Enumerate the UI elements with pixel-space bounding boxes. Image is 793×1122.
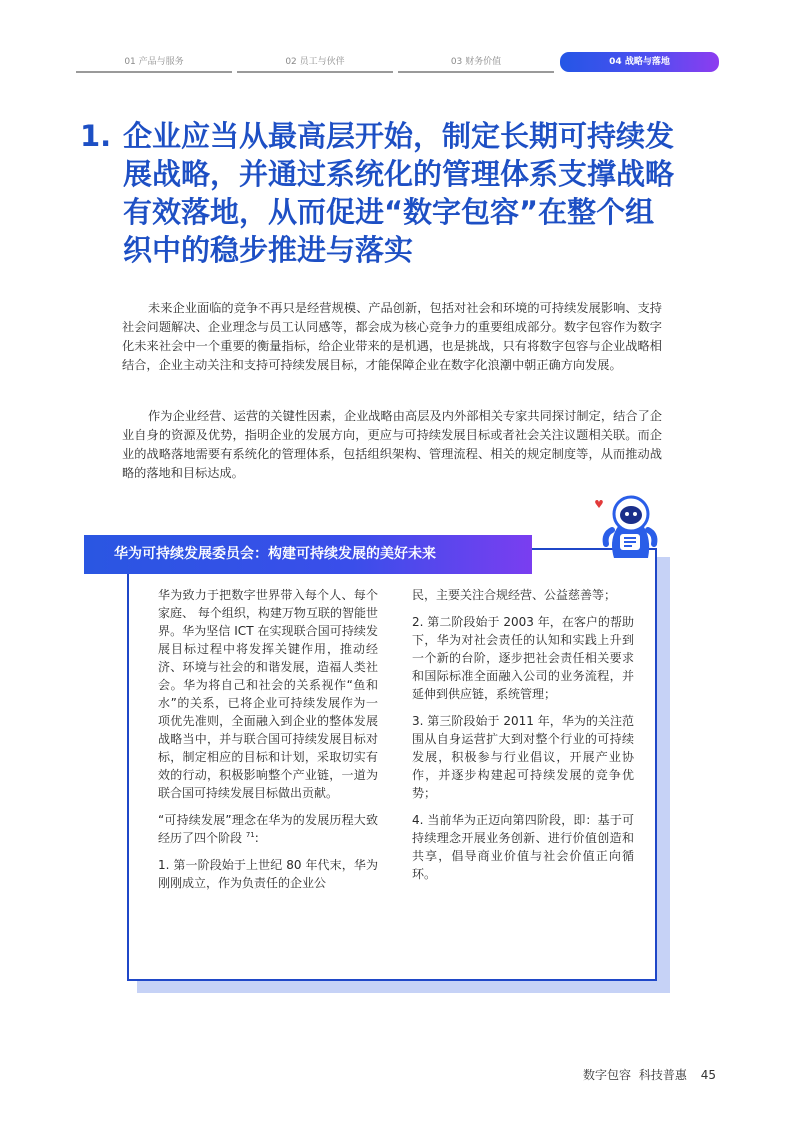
case-box-title: 华为可持续发展委员会：构建可持续发展的美好未来 [84, 535, 532, 574]
footer-title-2: 科技普惠 [638, 1068, 687, 1082]
body-paragraph-2: 作为企业经营、运营的关键性因素，企业战略由高层及内外部相关专家共同探讨制定，结合了企业自身的资源及优势，指明企业的发展方向，更应与可持续发展目标或者社会关注议题相关联。而企业的战略落地需要有系统化的管理体系，包括组织架构、管理流程、相关的规定制度等，从而推动战略的落地和目标达成。 [122, 409, 662, 481]
heading-number: 1. [80, 119, 112, 153]
section-heading [80, 117, 680, 269]
case-paragraph-stages: “可持续发展”理念在华为的发展历程大致经历了四个阶段 $^{71}$: [158, 813, 378, 845]
case-stage-1-cont: 民，主要关注合规经营、公益慈善等； [412, 588, 617, 602]
astronaut-mascot-icon [590, 494, 670, 560]
footnote-ref: 71 [245, 831, 255, 839]
page-footer [579, 1066, 716, 1083]
tab-employees-partners[interactable]: 02 员工与伙伴 [237, 53, 393, 73]
case-stage-3: 3. 第三阶段始于 2011 年，华为的关注范围从自身运营扩大到对整个行业的可持续发展，积极参与行业倡议，开展产业协作，并逐步构建起可持续发展的竞争优势； [412, 714, 634, 800]
case-box-left-column [158, 586, 378, 901]
case-stage-2: 2. 第二阶段始于 2003 年，在客户的帮助下，华为对社会责任的认知和实践上升到一个新的台阶，逐步把社会责任相关要求和国际标准全面融入公司的业务流程，并延伸到供应链，系统管理； [412, 615, 634, 701]
heading-text: 企业应当从最高层开始，制定长期可持续发展战略，并通过系统化的管理体系支撑战略有效落地，从而促进“数字包容”在整个组织中的稳步推进与落实 [123, 119, 675, 267]
tab-products-services[interactable]: 01 产品与服务 [76, 53, 232, 73]
stages-intro-text: “可持续发展”理念在华为的发展历程大致经历了四个阶段 [158, 813, 378, 845]
case-paragraph-intro: 华为致力于把数字世界带入每个人、每个家庭、 每个组织，构建万物互联的智能世界。华为坚信 ICT 在实现联合国可持续发展目标过程中将发挥关键作用，推动经济、环境与社会的和谐发展，造福人类社会。华为将自己和社会的关系视作“鱼和水”的关系，已将企业可持续发展作为一项优先准则，全面融入到企业的整体发展战略当中，并与联合国可持续发展目标对标，制定相应的目标和计划，采取切实有效的行动，积极影响整个产业链，一道为联合国可持续发展目标做出贡献。 [158, 588, 378, 800]
page-number: 45 [700, 1068, 716, 1082]
section-tabs [76, 53, 719, 73]
tab-strategy-implementation[interactable]: 04 战略与落地 [560, 52, 719, 72]
tab-financial-value[interactable]: 03 财务价值 [398, 53, 554, 73]
footer-title-1: 数字包容 [583, 1068, 632, 1082]
body-paragraph-1: 未来企业面临的竞争不再只是经营规模、产品创新，包括对社会和环境的可持续发展影响、支持社会问题解决、企业理念与员工认同感等，都会成为核心竞争力的重要组成部分。数字包容作为数字化未来社会中一个重要的衡量指标，给企业带来的是机遇，也是挑战，只有将数字包容与企业战略相结合，企业主动关注和支持可持续发展目标，才能保障企业在数字化浪潮中朝正确方向发展。 [122, 301, 662, 373]
case-box-right-column [412, 586, 634, 892]
case-stage-4: 4. 当前华为正迈向第四阶段，即：基于可持续理念开展业务创新、进行价值创造和共享，倡导商业价值与社会价值正向循环。 [412, 813, 634, 881]
case-stage-1: 1. 第一阶段始于上世纪 80 年代末，华为刚刚成立，作为负责任的企业公 [158, 858, 378, 890]
